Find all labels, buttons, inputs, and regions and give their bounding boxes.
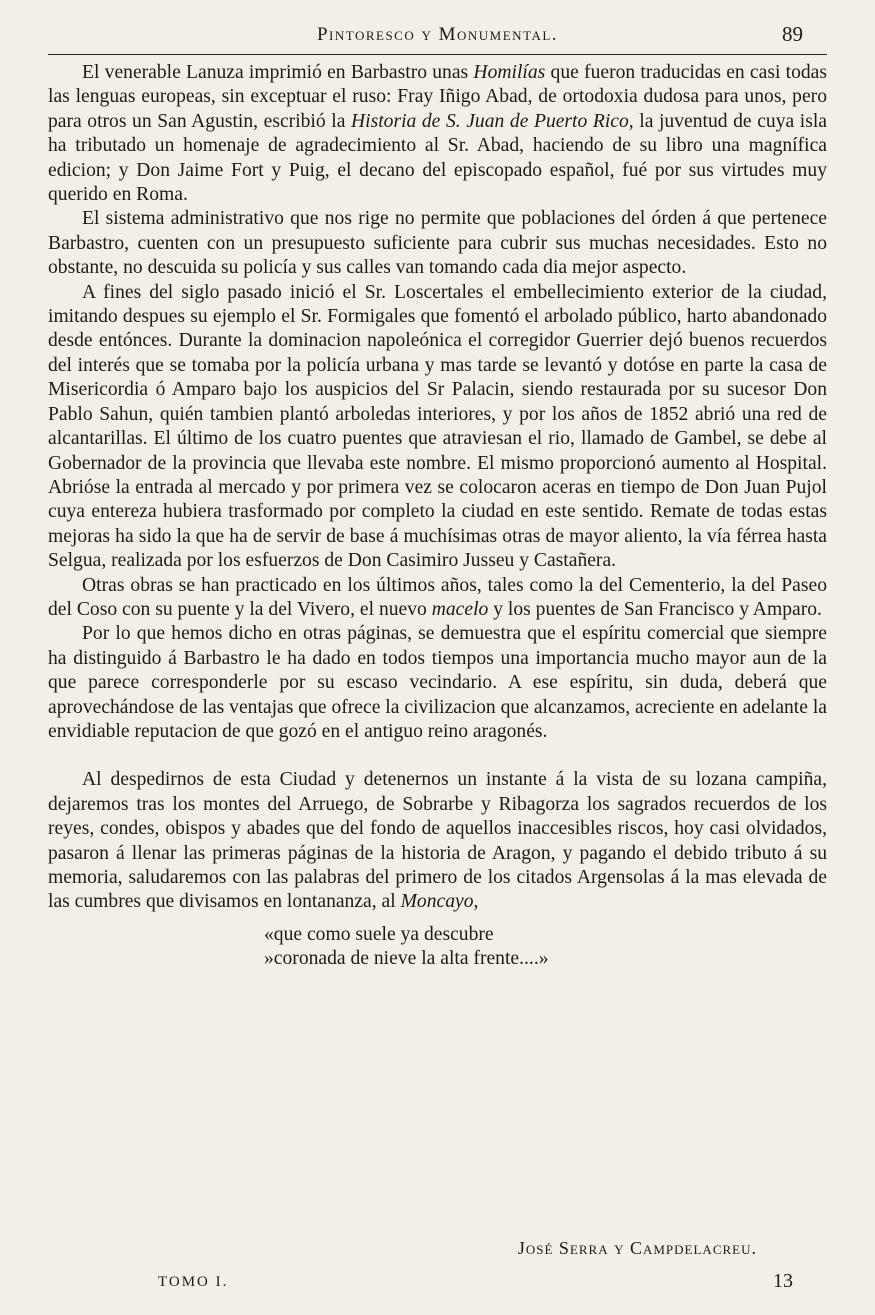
italic-text: Moncayo, <box>400 891 479 913</box>
text-run: Otras obras se han practicado en los últimos años, tales como la del Cementerio, la del Paseo del Coso con su puente y la del Vivero, el nuevo <box>48 574 827 620</box>
page-number: 89 <box>782 22 803 46</box>
paragraph <box>48 281 827 574</box>
page-header <box>48 20 827 55</box>
text-run: El sistema administrativo que nos rige no permite que poblaciones del órden á que pertenece Barbastro, cuenten con un presupuesto suficiente para cubrir sus muchas necesidades. Esto no obstante, no descuida su policía y sus calles van tomando cada dia mejor aspecto. <box>48 208 827 279</box>
paragraph <box>48 768 827 914</box>
volume-label: TOMO I. <box>158 1274 229 1290</box>
author-signature: José Serra y Campdelacreu. <box>517 1238 757 1258</box>
italic-text: Homilías <box>473 62 546 83</box>
text-run: A fines del siglo pasado inició el Sr. Loscertales el embellecimiento exterior de la ciudad, imitando despues su ejemplo el Sr. Formigales que fomentó el arbolado público, harto abandonado desde entónces. Durante la dominacion napoleónica el corregidor Guerrier dejó buenos recuerdos del interés que se tomaba por la policía urbana y mas tarde se levantó y dotóse en parte la casa de Misericordia ó Amparo bajo los auspicios del Sr Palacin, siendo restaurada por su sucesor Don Pablo Sahun, quién tambien plantó arboledas interiores, y por los años de 1852 abrió una red de alcantarillas. El último de los cuatro puentes que atraviesan el rio, llamado de Gambel, se debe al Gobernador de la provincia que llevaba este nombre. El mismo proporcionó aumento al Hospital. Abrióse la entrada al mercado y por primera vez se colocaron aceras en tiempo de Don Juan Pujol cuya entereza hubiera trasformado por completo la ciudad en este sentido. Remate de todas estas mejoras ha sido la que ha de servir de base á muchísimas otras de mayor aliento, la vía férrea hasta Selgua, realizada por los esfuerzos de Don Casimiro Jusseu y Castañera. <box>48 281 827 572</box>
paragraph <box>48 574 827 623</box>
verse-line: «que como suele ya descubre <box>264 923 494 945</box>
paragraph <box>48 622 827 744</box>
paragraph-list <box>48 61 827 915</box>
body-text <box>48 61 827 972</box>
running-title: Pintoresco y Monumental. <box>316 24 559 45</box>
text-run: la juventud de cuya isla ha tributado un homenaje de agradecimiento al Sr. Abad, haciendo de su libro una magnífica edicion; y Don Jaime Fort y Puig, el decano del episcopado español, fué por sus virtudes muy querido en Roma. <box>48 110 827 206</box>
text-run: El venerable Lanuza imprimió en Barbastro unas <box>82 62 474 83</box>
text-run: Por lo que hemos dicho en otras páginas, se demuestra que el espíritu comercial que siempre ha distinguido á Barbastro le ha dado en todos tiempos una importancia mucho mayor aun de la que parece corresponderle por su escaso vecindario. A ese espíritu, sin duda, deberá que aprovechándose de las ventajas que ofrece la civilizacion que alcanzamos, acreciente en adelante la envidiable reputacion de que gozó en el antiguo reino aragonés. <box>48 623 827 742</box>
text-run: que fueron traducidas en casi todas las lenguas europeas, sin exceptuar el ruso: Fray Iñigo Abad, de ortodoxia dudosa para unos, pero para otros un San Agustin, escribió la <box>48 62 827 132</box>
paragraph <box>48 61 827 207</box>
text-run: y los puentes de San Francisco y Amparo. <box>488 598 822 620</box>
paragraph <box>48 207 827 280</box>
italic-text: macelo <box>431 598 489 620</box>
signature-mark: 13 <box>773 1270 793 1292</box>
text-run: Al despedirnos de esta Ciudad y detenernos un instante á la vista de su lozana campiña, dejaremos tras los montes del Arruego, de Sobrarbe y Ribagorza los sagrados recuerdos de los reyes, condes, obispos y abades que del fondo de aquellos inaccesibles riscos, hoy casi olvidados, pasaron á llenar las primeras páginas de la historia de Aragon, y pagando el debido tributo á su memoria, saludaremos con las palabras del primero de los citados Argensolas á la mas elevada de las cumbres que divisamos en lontananza, al <box>48 769 827 913</box>
verse-quote <box>264 923 827 972</box>
italic-text: Historia de S. Juan de Puerto Rico, <box>350 110 634 132</box>
verse-line: »coronada de nieve la alta frente....» <box>264 948 549 970</box>
